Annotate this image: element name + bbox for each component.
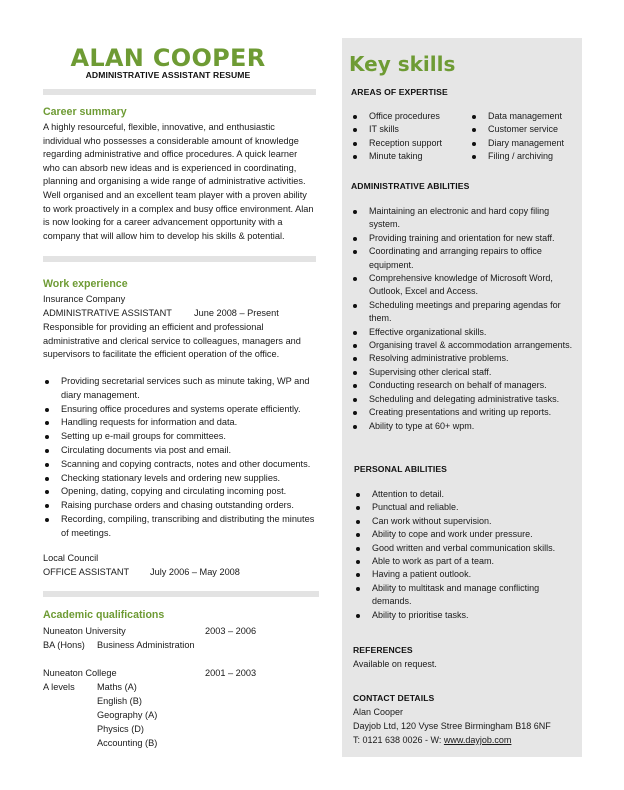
job1-company: Insurance Company bbox=[43, 294, 126, 304]
contact-heading: CONTACT DETAILS bbox=[353, 693, 435, 703]
career-divider bbox=[43, 256, 316, 262]
expertise-item: Diary management bbox=[470, 137, 580, 150]
job1-description: Responsible for providing an efficient and professional administrative and clerical service to colleagues, managers and supervisors to facilitate the efficient operation of the office. bbox=[43, 322, 301, 360]
alevel-subject: English (B) bbox=[97, 696, 142, 706]
job1-bullet-item: Scanning and copying contracts, notes and other documents. bbox=[43, 458, 318, 472]
admin-ability-item: Coordinating and arranging repairs to office equipment. bbox=[351, 245, 573, 272]
work-divider bbox=[43, 591, 319, 597]
personal-ability-item: Can work without supervision. bbox=[354, 515, 576, 528]
expertise-item: Minute taking bbox=[351, 150, 469, 163]
job1-dates: June 2008 – Present bbox=[194, 308, 279, 318]
job1-bullet-list bbox=[43, 375, 318, 541]
expertise-heading: AREAS OF EXPERTISE bbox=[351, 87, 448, 97]
job2-title: OFFICE ASSISTANT bbox=[43, 567, 130, 577]
expertise-item: Customer service bbox=[470, 123, 580, 136]
admin-ability-item: Scheduling meetings and preparing agendas for them. bbox=[351, 299, 573, 326]
expertise-item: Filing / archiving bbox=[470, 150, 580, 163]
website-link[interactable]: www.dayjob.com bbox=[443, 735, 512, 745]
alevel-subject: Maths (A) bbox=[97, 682, 137, 692]
job1-bullet-item: Checking stationary levels and ordering new supplies. bbox=[43, 472, 318, 486]
admin-ability-item: Providing training and orientation for new staff. bbox=[351, 232, 573, 245]
job1-title: ADMINISTRATIVE ASSISTANT bbox=[43, 308, 172, 318]
expertise-list-left bbox=[351, 110, 469, 164]
job1-bullet-item: Handling requests for information and data. bbox=[43, 416, 318, 430]
personal-ability-item: Ability to prioritise tasks. bbox=[354, 609, 576, 622]
expertise-list-right bbox=[470, 110, 580, 164]
expertise-item: IT skills bbox=[351, 123, 469, 136]
expertise-item: Reception support bbox=[351, 137, 469, 150]
key-skills-title: Key skills bbox=[349, 52, 456, 76]
degree-type: BA (Hons) bbox=[43, 640, 85, 650]
contact-address: Dayjob Ltd, 120 Vyse Stree Birmingham B18 6NF bbox=[353, 721, 551, 731]
admin-ability-item: Creating presentations and writing up reports. bbox=[351, 406, 573, 419]
header-divider bbox=[43, 89, 316, 95]
job1-bullet-item: Circulating documents via post and email. bbox=[43, 444, 318, 458]
expertise-item: Office procedures bbox=[351, 110, 469, 123]
admin-ability-item: Ability to type at 60+ wpm. bbox=[351, 420, 573, 433]
personal-ability-item: Attention to detail. bbox=[354, 488, 576, 501]
admin-ability-item: Comprehensive knowledge of Microsoft Word, Outlook, Excel and Access. bbox=[351, 272, 573, 299]
admin-ability-item: Scheduling and delegating administrative tasks. bbox=[351, 393, 573, 406]
resume-subtitle: ADMINISTRATIVE ASSISTANT RESUME bbox=[85, 70, 251, 80]
work-experience-heading: Work experience bbox=[43, 278, 128, 290]
career-summary-text: A highly resourceful, flexible, innovative, and enthusiastic individual who possesses a considerable amount of knowledge regarding administrative and office procedures. A quick learner who can absorb new ideas and is experienced in coordinating, planning and organising a wide range of administrative activities. Well organised and an excellent team player with a proven ability to work proactively in a complex and busy office environment. Alan is now looking for a career advancement opportunity with a company that will allow him to develop his skills & potential. bbox=[43, 122, 314, 241]
expertise-item: Data management bbox=[470, 110, 580, 123]
admin-ability-item: Maintaining an electronic and hard copy filing system. bbox=[351, 205, 573, 232]
college-dates: 2001 – 2003 bbox=[205, 668, 257, 678]
contact-phone: T: 0121 638 0026 - W: bbox=[353, 735, 444, 745]
job2-company: Local Council bbox=[43, 553, 99, 563]
personal-ability-item: Punctual and reliable. bbox=[354, 501, 576, 514]
personal-ability-item: Able to work as part of a team. bbox=[354, 555, 576, 568]
job1-bullet-item: Opening, dating, copying and circulating incoming post. bbox=[43, 485, 318, 499]
candidate-name: ALAN COOPER bbox=[70, 44, 266, 72]
admin-ability-item: Supervising other clerical staff. bbox=[351, 366, 573, 379]
alevel-subject: Accounting (B) bbox=[97, 738, 158, 748]
contact-phone-web bbox=[353, 733, 511, 747]
university-name: Nuneaton University bbox=[43, 626, 126, 636]
personal-abilities-list bbox=[354, 488, 576, 622]
admin-ability-item: Organising travel & accommodation arrangements. bbox=[351, 339, 573, 352]
career-summary-heading: Career summary bbox=[43, 106, 127, 118]
job1-bullet-item: Recording, compiling, transcribing and distributing the minutes of meetings. bbox=[43, 513, 318, 541]
personal-ability-item: Ability to cope and work under pressure. bbox=[354, 528, 576, 541]
college-name: Nuneaton College bbox=[43, 668, 117, 678]
alevel-subject: Physics (D) bbox=[97, 724, 144, 734]
admin-ability-item: Resolving administrative problems. bbox=[351, 352, 573, 365]
admin-abilities-list bbox=[351, 205, 573, 433]
university-dates: 2003 – 2006 bbox=[205, 626, 257, 636]
personal-abilities-heading: PERSONAL ABILITIES bbox=[354, 464, 447, 474]
academic-heading: Academic qualifications bbox=[43, 609, 165, 621]
alevels-label: A levels bbox=[43, 682, 75, 692]
admin-ability-item: Conducting research on behalf of managers. bbox=[351, 379, 573, 392]
job1-bullet-item: Raising purchase orders and chasing outstanding orders. bbox=[43, 499, 318, 513]
admin-ability-item: Effective organizational skills. bbox=[351, 326, 573, 339]
personal-ability-item: Good written and verbal communication skills. bbox=[354, 542, 576, 555]
personal-ability-item: Ability to multitask and manage conflicting demands. bbox=[354, 582, 576, 609]
job1-bullet-item: Setting up e-mail groups for committees. bbox=[43, 430, 318, 444]
job2-dates: July 2006 – May 2008 bbox=[150, 567, 240, 577]
personal-ability-item: Having a patient outlook. bbox=[354, 568, 576, 581]
job1-bullet-item: Providing secretarial services such as minute taking, WP and diary management. bbox=[43, 375, 318, 403]
alevel-subject: Geography (A) bbox=[97, 710, 158, 720]
references-text: Available on request. bbox=[353, 659, 437, 669]
degree-subject: Business Administration bbox=[97, 640, 195, 650]
contact-name: Alan Cooper bbox=[353, 707, 404, 717]
references-heading: REFERENCES bbox=[353, 645, 413, 655]
job1-bullet-item: Ensuring office procedures and systems operate efficiently. bbox=[43, 403, 318, 417]
admin-abilities-heading: ADMINISTRATIVE ABILITIES bbox=[351, 181, 470, 191]
